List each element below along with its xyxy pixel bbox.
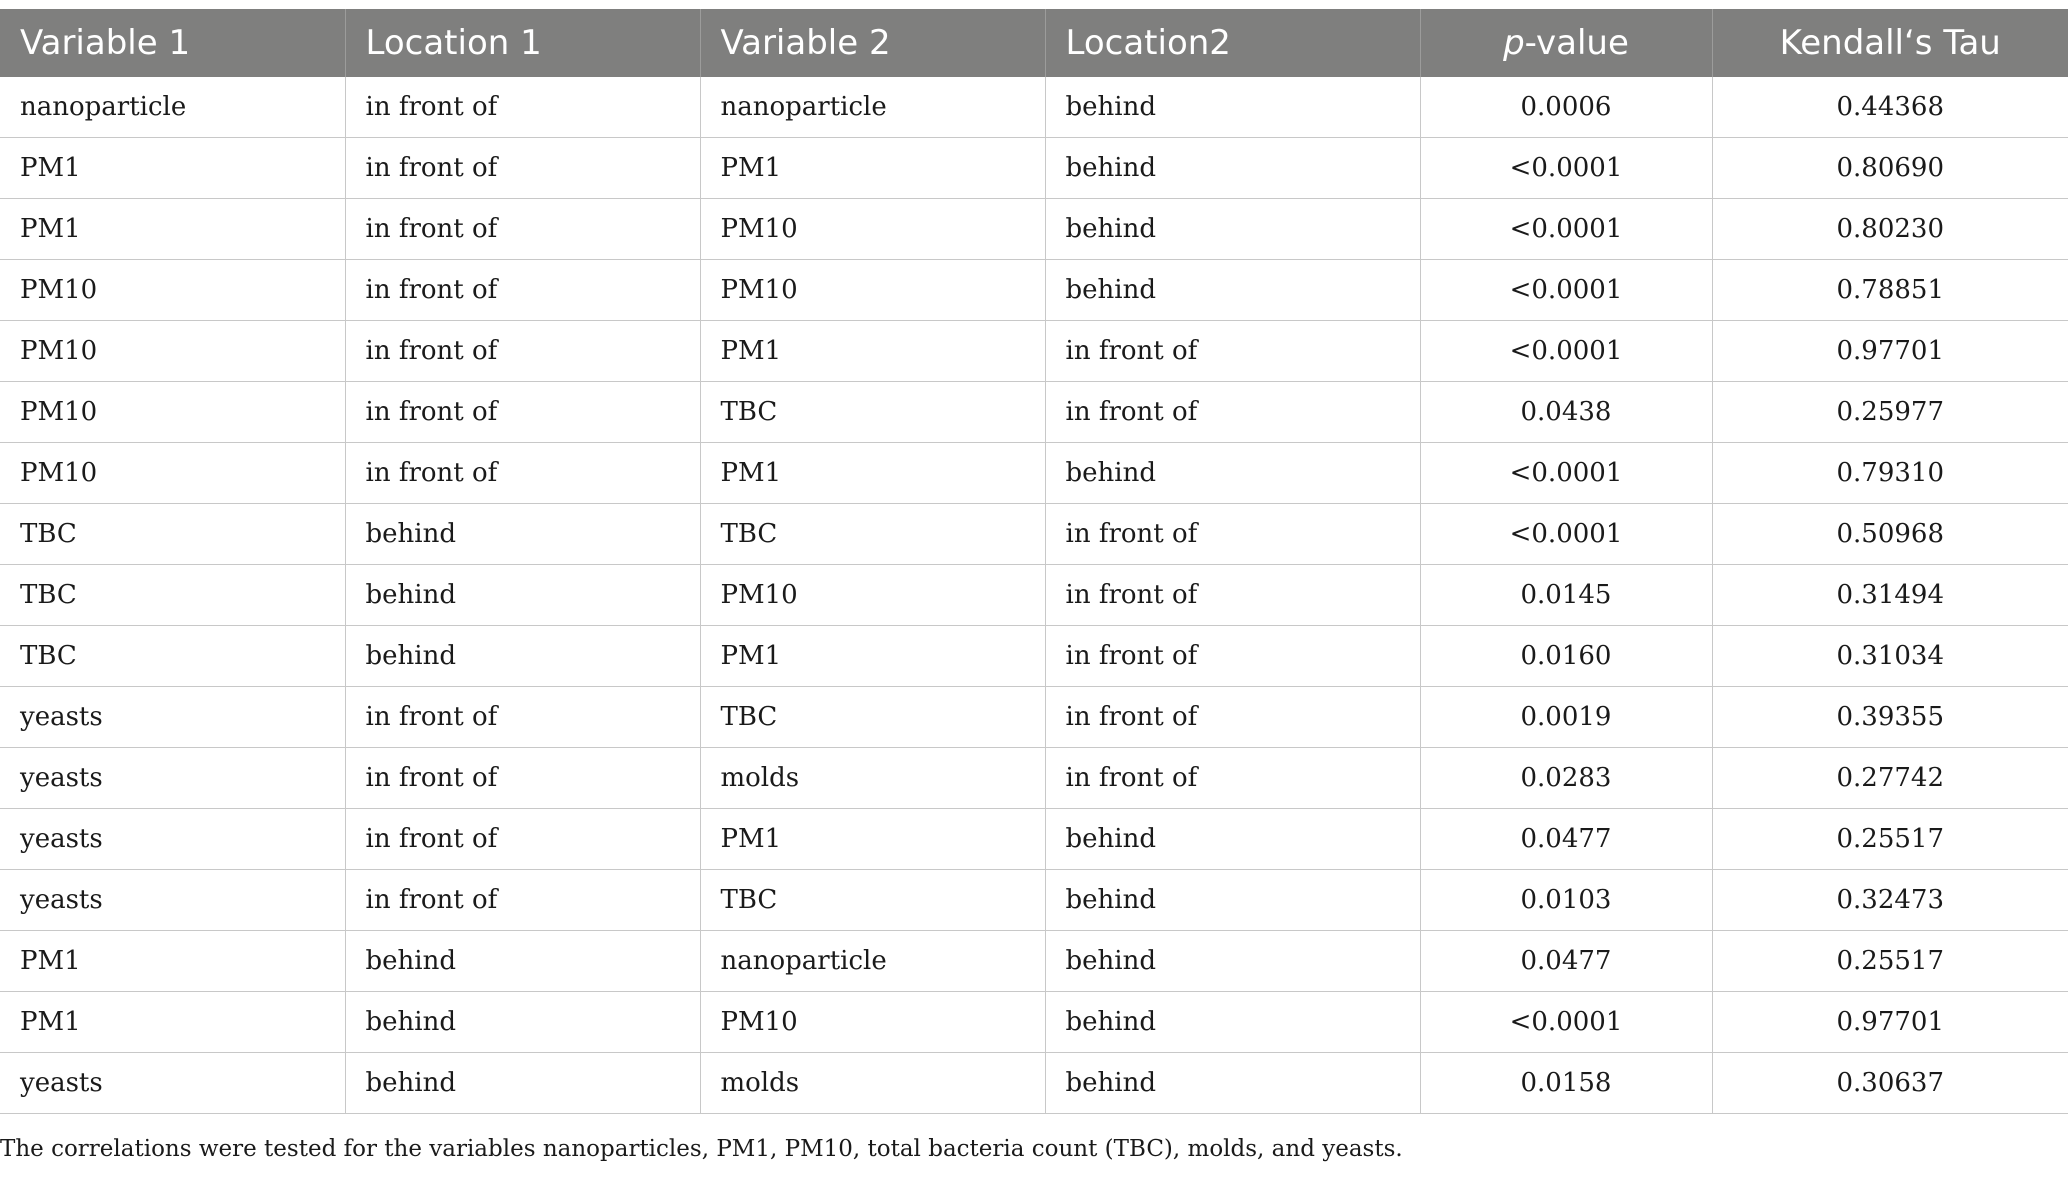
cell-location-2: behind — [1045, 992, 1420, 1053]
cell-variable-1: PM1 — [0, 992, 345, 1053]
cell-variable-1: PM10 — [0, 260, 345, 321]
cell-variable-2: PM1 — [700, 138, 1045, 199]
header-location-2: Location2 — [1045, 9, 1420, 77]
cell-location-1: behind — [345, 626, 700, 687]
cell-location-2: in front of — [1045, 626, 1420, 687]
cell-variable-1: PM10 — [0, 443, 345, 504]
cell-location-2: in front of — [1045, 565, 1420, 626]
cell-variable-1: PM10 — [0, 382, 345, 443]
cell-variable-1: PM10 — [0, 321, 345, 382]
header-variable-1: Variable 1 — [0, 9, 345, 77]
cell-variable-2: molds — [700, 748, 1045, 809]
cell-location-2: behind — [1045, 931, 1420, 992]
cell-variable-1: TBC — [0, 565, 345, 626]
table-row — [0, 809, 2068, 870]
table-row — [0, 1053, 2068, 1114]
cell-location-1: in front of — [345, 321, 700, 382]
cell-p-value: 0.0477 — [1420, 931, 1712, 992]
cell-kendalls-tau: 0.44368 — [1712, 77, 2068, 138]
header-kendalls-tau: Kendall‘s Tau — [1712, 9, 2068, 77]
cell-p-value: <0.0001 — [1420, 443, 1712, 504]
table-row — [0, 138, 2068, 199]
table-row — [0, 565, 2068, 626]
cell-p-value: <0.0001 — [1420, 260, 1712, 321]
cell-variable-1: yeasts — [0, 870, 345, 931]
header-p-value — [1420, 9, 1712, 77]
cell-p-value: 0.0103 — [1420, 870, 1712, 931]
cell-p-value: <0.0001 — [1420, 504, 1712, 565]
cell-variable-2: nanoparticle — [700, 77, 1045, 138]
cell-location-2: behind — [1045, 1053, 1420, 1114]
cell-variable-1: yeasts — [0, 687, 345, 748]
cell-location-2: behind — [1045, 138, 1420, 199]
cell-kendalls-tau: 0.80690 — [1712, 138, 2068, 199]
table-row — [0, 382, 2068, 443]
cell-kendalls-tau: 0.78851 — [1712, 260, 2068, 321]
cell-location-2: behind — [1045, 809, 1420, 870]
cell-location-2: behind — [1045, 443, 1420, 504]
cell-location-2: in front of — [1045, 321, 1420, 382]
correlation-table — [0, 9, 2068, 1114]
cell-kendalls-tau: 0.97701 — [1712, 321, 2068, 382]
cell-p-value: 0.0438 — [1420, 382, 1712, 443]
cell-kendalls-tau: 0.31494 — [1712, 565, 2068, 626]
table-footnote: The correlations were tested for the variables nanoparticles, PM1, PM10, total bacteria count (TBC), molds, and yeasts. — [0, 1136, 1403, 1162]
cell-variable-2: TBC — [700, 382, 1045, 443]
cell-location-2: behind — [1045, 77, 1420, 138]
cell-location-2: in front of — [1045, 382, 1420, 443]
cell-location-1: behind — [345, 1053, 700, 1114]
cell-variable-2: TBC — [700, 870, 1045, 931]
cell-location-1: behind — [345, 931, 700, 992]
table-header — [0, 9, 2068, 77]
cell-variable-2: PM10 — [700, 565, 1045, 626]
cell-variable-1: PM1 — [0, 931, 345, 992]
cell-variable-1: TBC — [0, 504, 345, 565]
cell-location-2: behind — [1045, 199, 1420, 260]
table-row — [0, 748, 2068, 809]
cell-kendalls-tau: 0.30637 — [1712, 1053, 2068, 1114]
cell-kendalls-tau: 0.25977 — [1712, 382, 2068, 443]
table-row — [0, 931, 2068, 992]
cell-location-1: in front of — [345, 687, 700, 748]
cell-kendalls-tau: 0.97701 — [1712, 992, 2068, 1053]
table-row — [0, 687, 2068, 748]
cell-kendalls-tau: 0.50968 — [1712, 504, 2068, 565]
cell-variable-2: molds — [700, 1053, 1045, 1114]
cell-variable-1: PM1 — [0, 199, 345, 260]
cell-kendalls-tau: 0.39355 — [1712, 687, 2068, 748]
table-row — [0, 260, 2068, 321]
cell-variable-1: PM1 — [0, 138, 345, 199]
cell-location-2: in front of — [1045, 504, 1420, 565]
cell-variable-2: nanoparticle — [700, 931, 1045, 992]
cell-location-1: in front of — [345, 870, 700, 931]
cell-kendalls-tau: 0.32473 — [1712, 870, 2068, 931]
cell-kendalls-tau: 0.25517 — [1712, 931, 2068, 992]
cell-variable-2: PM1 — [700, 321, 1045, 382]
cell-location-1: in front of — [345, 77, 700, 138]
cell-variable-2: TBC — [700, 504, 1045, 565]
cell-location-1: in front of — [345, 748, 700, 809]
cell-p-value: 0.0283 — [1420, 748, 1712, 809]
cell-variable-2: PM1 — [700, 809, 1045, 870]
cell-p-value: <0.0001 — [1420, 138, 1712, 199]
cell-location-1: in front of — [345, 138, 700, 199]
cell-variable-1: yeasts — [0, 748, 345, 809]
table-row — [0, 870, 2068, 931]
table-row — [0, 443, 2068, 504]
correlation-table-container — [0, 9, 2068, 1114]
cell-location-1: in front of — [345, 199, 700, 260]
cell-variable-1: yeasts — [0, 1053, 345, 1114]
cell-variable-2: PM1 — [700, 443, 1045, 504]
cell-location-1: in front of — [345, 443, 700, 504]
cell-location-1: behind — [345, 504, 700, 565]
cell-p-value: 0.0019 — [1420, 687, 1712, 748]
cell-p-value: 0.0145 — [1420, 565, 1712, 626]
cell-location-1: in front of — [345, 260, 700, 321]
header-variable-2: Variable 2 — [700, 9, 1045, 77]
header-location-1: Location 1 — [345, 9, 700, 77]
header-p-suffix: -value — [1524, 23, 1629, 63]
table-body — [0, 77, 2068, 1114]
cell-p-value: <0.0001 — [1420, 199, 1712, 260]
cell-variable-1: nanoparticle — [0, 77, 345, 138]
table-row — [0, 77, 2068, 138]
cell-kendalls-tau: 0.25517 — [1712, 809, 2068, 870]
cell-p-value: 0.0477 — [1420, 809, 1712, 870]
cell-location-1: behind — [345, 565, 700, 626]
table-row — [0, 199, 2068, 260]
cell-location-1: in front of — [345, 382, 700, 443]
cell-p-value: <0.0001 — [1420, 992, 1712, 1053]
cell-location-2: behind — [1045, 260, 1420, 321]
cell-p-value: <0.0001 — [1420, 321, 1712, 382]
cell-variable-2: PM10 — [700, 199, 1045, 260]
cell-variable-1: TBC — [0, 626, 345, 687]
cell-p-value: 0.0160 — [1420, 626, 1712, 687]
cell-location-2: in front of — [1045, 687, 1420, 748]
cell-variable-2: PM10 — [700, 260, 1045, 321]
table-row — [0, 992, 2068, 1053]
cell-variable-2: PM1 — [700, 626, 1045, 687]
table-row — [0, 321, 2068, 382]
cell-location-1: behind — [345, 992, 700, 1053]
cell-p-value: 0.0158 — [1420, 1053, 1712, 1114]
cell-kendalls-tau: 0.80230 — [1712, 199, 2068, 260]
cell-kendalls-tau: 0.27742 — [1712, 748, 2068, 809]
header-p-italic: p — [1503, 23, 1525, 63]
cell-kendalls-tau: 0.31034 — [1712, 626, 2068, 687]
cell-p-value: 0.0006 — [1420, 77, 1712, 138]
table-row — [0, 626, 2068, 687]
cell-location-2: behind — [1045, 870, 1420, 931]
table-row — [0, 504, 2068, 565]
cell-variable-2: PM10 — [700, 992, 1045, 1053]
cell-variable-1: yeasts — [0, 809, 345, 870]
cell-kendalls-tau: 0.79310 — [1712, 443, 2068, 504]
cell-location-1: in front of — [345, 809, 700, 870]
cell-variable-2: TBC — [700, 687, 1045, 748]
header-row — [0, 9, 2068, 77]
cell-location-2: in front of — [1045, 748, 1420, 809]
